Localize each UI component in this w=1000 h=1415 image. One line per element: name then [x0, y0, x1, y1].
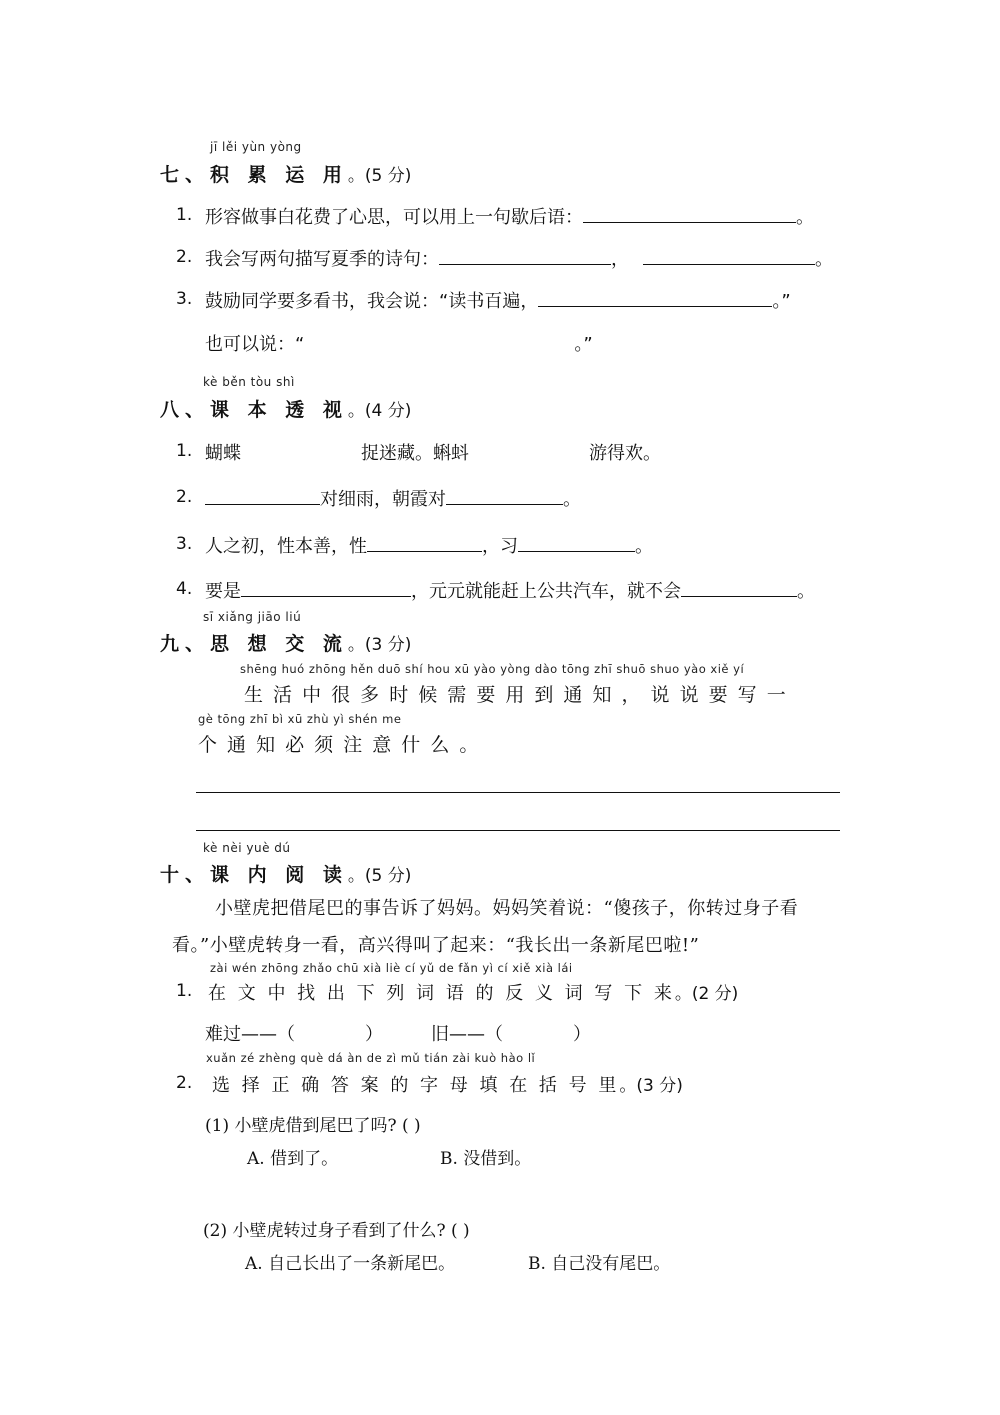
s7-q2-blank2[interactable]: [643, 246, 815, 265]
s8-q4-end: 。: [797, 581, 815, 602]
s8-q2-a: 对细雨，朝霞对: [320, 489, 446, 510]
s10-sub1-option-a[interactable]: A. 借到了。: [247, 1149, 339, 1169]
s10-q1: [208, 979, 738, 1005]
s7-q3-end: 。”: [772, 291, 791, 312]
section9-pinyin: sī xiǎng jiāo liú: [203, 610, 302, 624]
s10-passage-line2: 看。”小壁虎转身一看，高兴得叫了起来：“我长出一条新尾巴啦!”: [172, 935, 700, 956]
s7-q2-number: 2.: [176, 247, 193, 267]
section7-points: 。(5 分): [347, 166, 412, 186]
s10-sub2-option-a[interactable]: A. 自己长出了一条新尾巴。: [245, 1254, 456, 1274]
s9-answer-line-2[interactable]: [196, 830, 840, 831]
s8-q1-a: 蝴蝶: [205, 443, 241, 464]
s8-q4: [205, 577, 815, 603]
s10-sub2-question: (2) 小壁虎转过身子看到了什么? ( ): [203, 1221, 470, 1241]
section9-heading: [160, 629, 411, 656]
s7-q3: [205, 287, 791, 313]
s8-q3-b: ，习: [482, 536, 518, 557]
s10-sub2-option-b[interactable]: B. 自己没有尾巴。: [528, 1254, 671, 1274]
s7-q1: [205, 203, 814, 229]
s7-q2-end: 。: [815, 249, 833, 270]
s7-q2: [205, 245, 833, 271]
section8-points: 。(4 分): [347, 401, 412, 421]
s10-q1-answers: [205, 1020, 591, 1046]
section10-heading: [160, 860, 411, 887]
s7-q3-number: 3.: [176, 289, 193, 309]
s10-q2-pinyin: xuǎn zé zhèng què dá àn de zì mǔ tián zài kuò hào lǐ: [206, 1051, 536, 1065]
section8-pinyin: kè běn tòu shì: [203, 375, 295, 389]
s10-q1-b-close: ）: [573, 1024, 591, 1045]
s10-sub1-question: (1) 小壁虎借到尾巴了吗? ( ): [205, 1116, 421, 1136]
s7-q1-end: 。: [796, 207, 814, 228]
s8-q1-b: 捉迷藏。蝌蚪: [361, 443, 469, 464]
s8-q4-blank2[interactable]: [681, 578, 797, 597]
s8-q4-a: 要是: [205, 581, 241, 602]
section9-title: 思 想 交 流: [210, 633, 348, 655]
s10-q1-a-close: ）: [365, 1024, 383, 1045]
s10-q1-b-label: 旧——（: [431, 1024, 503, 1045]
s8-q3-a: 人之初，性本善，性: [205, 536, 367, 557]
s8-q1: [205, 439, 661, 465]
s7-q3-text: 鼓励同学要多看书，我会说：“读书百遍，: [205, 291, 539, 312]
section7-heading: [160, 160, 411, 187]
section7-pinyin: jī lěi yùn yòng: [210, 140, 302, 154]
s8-q3: [205, 532, 653, 558]
s8-q2-end: 。: [563, 489, 581, 510]
s10-sub1-option-b[interactable]: B. 没借到。: [440, 1149, 532, 1169]
s10-passage-line1: 小壁虎把借尾巴的事告诉了妈妈。妈妈笑着说：“傻孩子，你转过身子看: [215, 898, 799, 919]
s8-q2: [205, 485, 581, 511]
s9-line2: 个 通 知 必 须 注 意 什 么 。: [198, 734, 481, 756]
s10-q2-points: 。(3 分): [619, 1076, 683, 1096]
s9-line2-pinyin: gè tōng zhī bì xū zhù yì shén me: [198, 712, 402, 726]
s8-q1-c: 游得欢。: [589, 443, 661, 464]
section9-number: 九、: [160, 633, 211, 655]
section8-title: 课 本 透 视: [210, 399, 348, 421]
section9-points: 。(3 分): [347, 635, 412, 655]
s7-q1-blank[interactable]: [583, 204, 796, 223]
s9-answer-line-1[interactable]: [196, 792, 840, 793]
s9-line1: 生 活 中 很 多 时 候 需 要 用 到 通 知 ， 说 说 要 写 一: [244, 684, 788, 706]
section10-title: 课 内 阅 读: [210, 864, 348, 886]
s10-q1-pinyin: zài wén zhōng zhǎo chū xià liè cí yǔ de fǎn yì cí xiě xià lái: [210, 961, 573, 975]
s7-q3-line2-start: 也可以说：“: [205, 334, 305, 355]
s10-q1-text: 在 文 中 找 出 下 列 词 语 的 反 义 词 写 下 来: [208, 983, 675, 1004]
s7-q1-number: 1.: [176, 205, 193, 225]
s9-line1-pinyin: shēng huó zhōng hěn duō shí hou xū yào yòng dào tōng zhī shuō shuo yào xiě yí: [240, 662, 745, 676]
s10-q1-points: 。(2 分): [674, 984, 739, 1004]
s7-q3-blank[interactable]: [538, 288, 772, 307]
s8-q2-number: 2.: [176, 487, 193, 507]
s8-q4-number: 4.: [176, 579, 193, 599]
s7-q2-blank1[interactable]: [439, 246, 611, 265]
s10-q2: [212, 1071, 683, 1097]
s8-q3-number: 3.: [176, 534, 193, 554]
s8-q3-end: 。: [635, 536, 653, 557]
section10-points: 。(5 分): [347, 866, 412, 886]
s8-q2-blank2[interactable]: [446, 486, 563, 505]
s10-q1-number: 1.: [176, 981, 193, 1001]
s8-q4-blank1[interactable]: [241, 578, 411, 597]
s8-q1-number: 1.: [176, 441, 193, 461]
s7-q2-text: 我会写两句描写夏季的诗句：: [205, 249, 439, 270]
section7-number: 七、: [160, 164, 211, 186]
section10-number: 十、: [160, 864, 211, 886]
section7-title: 积 累 运 用: [210, 164, 348, 186]
s7-q2-comma: ，: [611, 249, 629, 270]
s7-q3-line2-end: 。”: [574, 334, 593, 355]
s8-q2-blank1[interactable]: [205, 486, 320, 505]
s10-q1-a-label: 难过——（: [205, 1024, 295, 1045]
s8-q3-blank2[interactable]: [518, 533, 635, 552]
s7-q1-text: 形容做事白花费了心思，可以用上一句歇后语：: [205, 207, 583, 228]
section8-number: 八、: [160, 399, 211, 421]
section10-pinyin: kè nèi yuè dú: [203, 841, 291, 855]
s8-q3-blank1[interactable]: [367, 533, 482, 552]
s10-q2-number: 2.: [176, 1073, 193, 1093]
s7-q3-line2: [205, 330, 593, 356]
s8-q4-b: ，元元就能赶上公共汽车，就不会: [411, 581, 681, 602]
section8-heading: [160, 395, 411, 422]
s10-q2-text: 选 择 正 确 答 案 的 字 母 填 在 括 号 里: [212, 1075, 620, 1096]
